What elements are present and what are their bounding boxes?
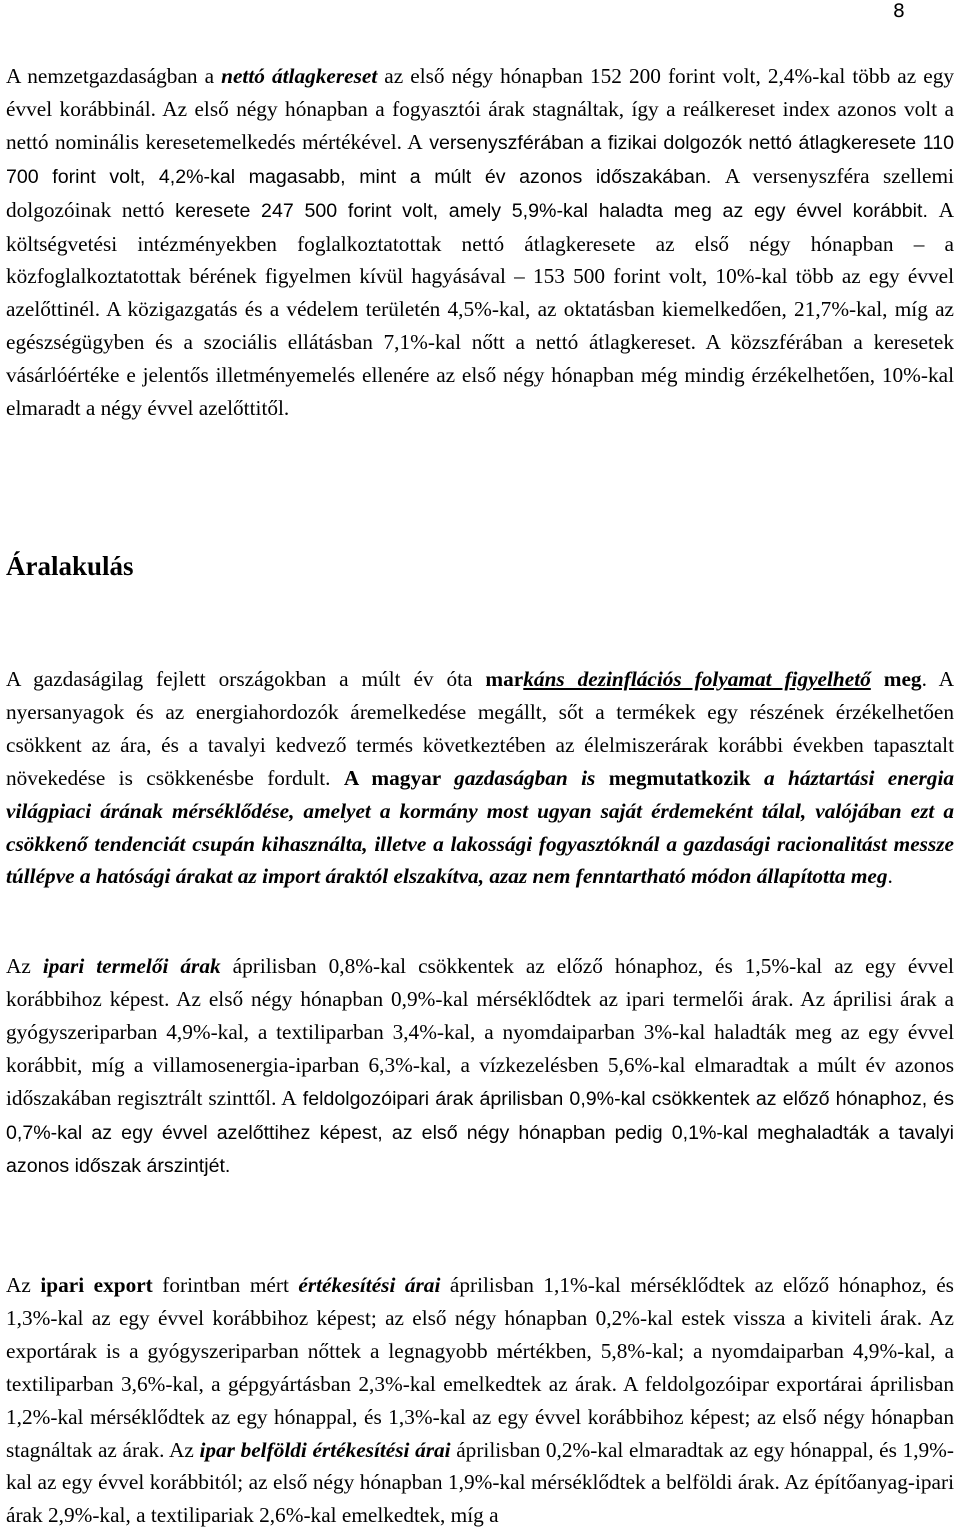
emphasis-bold-italic: gazdaságban is: [454, 765, 596, 790]
emphasis-bold: meg: [883, 667, 922, 691]
text-run: A költségvetési intézményekben foglalkoztatottak nettó átlagkeresete az első négy hónapban – a közfoglalkoztatottak bérének figyelmen kívül hagyásával – 153 500 forint volt, 10%-kal több az egy évvel azelőttinél.: [6, 197, 954, 322]
text-run: az első négy hónapban 152 200 forint volt, 2,4%-kal több az egy évvel korábbinál. Az első négy hónapban a fogyasztói árak stagnáltak, így a reálkereset index azonos volt a nettó nominális keresetemelkedés mértékével.: [6, 64, 954, 154]
text-run: A versenyszféra szellemi dolgozóinak nettó: [6, 163, 954, 222]
text-run: forintban mért: [152, 1273, 299, 1297]
text-run: . A nyersanyagok és az energiahordozók áremelkedése megállt, sőt a termékek egy részének érzékelhetően csökkent az ára, és a tavalyi kedvező termés következtében az élelmiszerárak korábbi években tapasztalt növekedése is csökkenésbe fordult.: [6, 667, 955, 790]
text-run: A: [407, 129, 423, 154]
emphasis-industrial-producer-prices: ipari termelői árak: [42, 954, 221, 978]
text-run: A közigazgatás és a védelem területén 4,5%-kal, az oktatásban kiemelkedően, 21,7%-kal, míg az egészségügyben és a szociális ellátásban 7,1%-kal nőtt a nettó átlagkereset.: [6, 297, 955, 355]
text-run: A közszférában a keresetek vásárlóértéke e jelentős illetményemelés ellenére az első négy hónapban még mindig érzékelhetően, 10%-kal elmaradt a négy évvel azelőttitől.: [6, 330, 954, 421]
section-heading-pricing: Áralakulás: [6, 551, 134, 581]
emphasis-sales-prices: értékesítési árai: [298, 1273, 441, 1297]
text-run: A nemzetgazdaságban a: [6, 64, 222, 88]
text-run: áprilisban 1,1%-kal mérséklődtek az előző hónaphoz, és 1,3%-kal az egy évvel korábbihoz képest; az első négy hónapban 0,2%-kal estek vissza a kiviteli árak. Az exportárak is a gyógyszeriparban nőttek a legnagyobb mértékben, 5,8%-kal; a nyomdaiparban 4,9%-kal, a textiliparban 3,6%-kal, a gépgyártásban 2,3%-kal emelkedtek az árak. A feldolgozóipar exportárai áprilisban 1,2%-kal mérséklődtek az egy hónappal, és 1,3%-kal az egy évvel korábbihoz képest; az első négy hónapban stagnáltak az árak. Az: [6, 1273, 954, 1462]
text-run: Az: [6, 1273, 41, 1297]
text-run: .: [887, 864, 893, 889]
paragraph-export-prices: [6, 1269, 954, 1532]
text-run: áprilisban 0,8%-kal csökkentek az előző hónaphoz, és 1,5%-kal az egy évvel korábbihoz képest. Az első négy hónapban 0,9%-kal mérséklődtek az ipari termelői árak. Az áprilisi árak a gyógyszeriparban 4,9%-kal, a textiliparban 3,4%-kal, a nyomdaiparban 3%-kal haladták meg az egy évvel korábbit, míg a villamosenergia-iparban 6,3%-kal, a vízkezelésben 5,6%-kal elmaradtak a múlt év azonos időszakában regisztrált szinttől.: [6, 954, 954, 1110]
page-number: 8: [892, 0, 905, 22]
paragraph-prices: [6, 663, 954, 893]
emphasis-bold: mar: [485, 667, 524, 691]
emphasis-domestic-sales-prices: ipar belföldi értékesítési árai: [199, 1437, 451, 1462]
emphasis-bold: A magyar: [343, 765, 455, 790]
text-run-sans: feldolgozóipari árak áprilisban 0,9%-kal csökkentek az előző hónaphoz, és 0,7%-kal az egy évvel azelőttihez képest, az első négy hónapban pedig 0,1%-kal meghaladták a tavalyi azonos időszak árszintjét.: [6, 1087, 954, 1178]
paragraph-wages: [6, 60, 954, 425]
text-run: áprilisban 0,2%-kal elmaradtak az egy hónappal, és 1,9%-kal az egy évvel korábbitól; az első négy hónapban 1,9%-kal mérséklődtek a belföldi árak. Az építőanyag-ipari árak 2,9%-kal, a textilipariak 2,6%-kal emelkedtek, míg a: [6, 1437, 954, 1528]
emphasis-net-average-wage: nettó átlagkereset: [221, 64, 378, 88]
text-run-sans: keresete 247 500 forint volt, amely 5,9%-kal haladta meg az egy évvel korábbit.: [164, 199, 939, 222]
emphasis-household-energy: a háztartási energia világpiaci árának mérséklődése, amelyet a kormány most ugyan saját érdemeként tálal, valójában ezt a csökkenő tendenciát csupán kihasználta, illetve a lakossági fogyasztóknál a gazdasági racionalitást messze túllépve a hatósági árakat az import áraktól elszakítva, azaz nem fenntartható módon állapította meg: [6, 765, 955, 889]
emphasis-bold: megmutatkozik: [595, 765, 765, 790]
text-run: A: [281, 1085, 297, 1110]
text-run: Az: [6, 954, 43, 978]
emphasis-disinflation: káns dezinflációs folyamat figyelhető: [523, 667, 871, 691]
paragraph-producer-prices: [6, 950, 954, 1183]
text-run: A gazdaságilag fejlett országokban a múlt év óta: [6, 667, 486, 691]
document-body: [6, 60, 955, 1528]
emphasis-industrial-export: ipari export: [40, 1273, 153, 1297]
text-run-sans: versenyszférában a fizikai dolgozók nettó átlagkeresete 110 700 forint volt, 4,2%-kal magasabb, mint a múlt év azonos időszakában.: [6, 131, 954, 188]
